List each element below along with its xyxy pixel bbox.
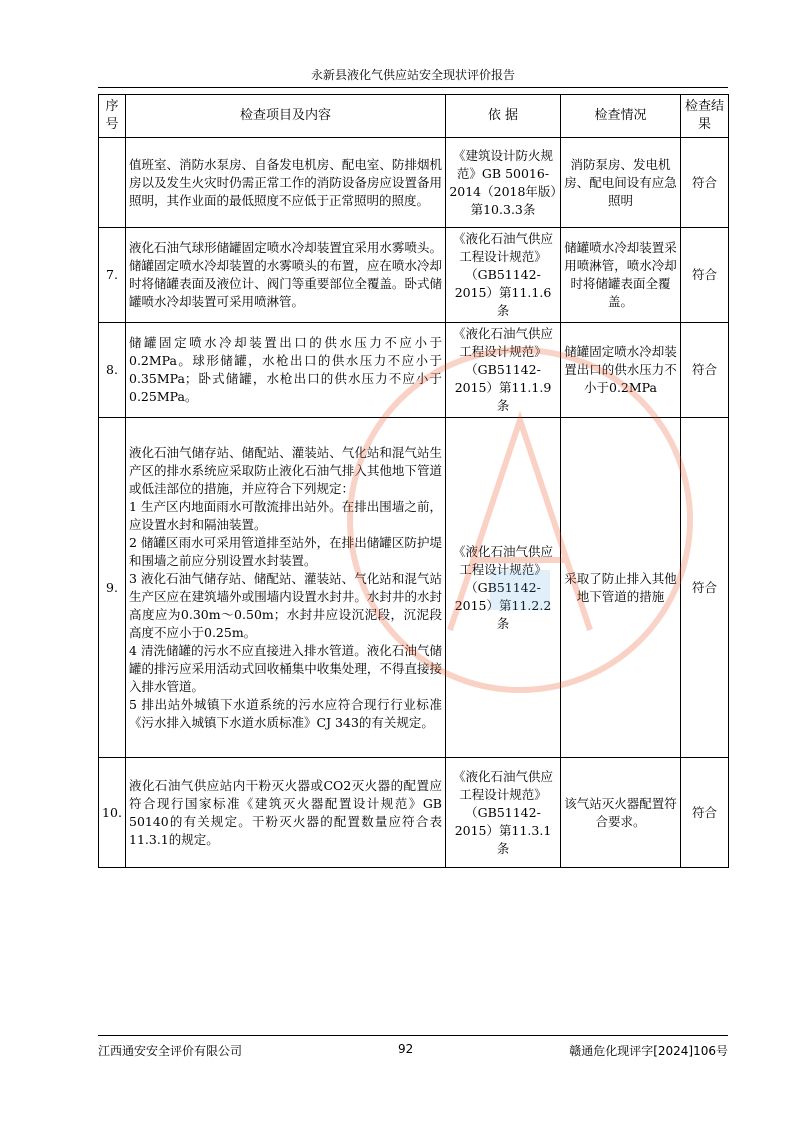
result-cell: 符合 <box>681 323 729 418</box>
situation-cell: 储罐喷水冷却装置采用喷淋管，喷水冷却时将储罐表面全覆盖。 <box>561 228 681 323</box>
col-header-situation: 检查情况 <box>561 95 681 138</box>
item-paragraph: 值班室、消防水泵房、自备发电机房、配电室、防排烟机房以及发生火灾时仍需正常工作的消防设备房应设置备用照明，其作业面的最低照度不应低于正常照明的照度。 <box>129 156 442 208</box>
situation-cell: 该气站灭火器配置符合要求。 <box>561 758 681 868</box>
footer-doc-no: 赣通危化现评字[2024]106号 <box>569 1044 728 1058</box>
footer-company: 江西通安安全评价有限公司 <box>98 1044 243 1058</box>
result-cell: 符合 <box>681 418 729 758</box>
basis-cell: 《建筑设计防火规范》GB 50016-2014（2018年版）第10.3.3条 <box>446 138 561 228</box>
situation-cell: 消防泵房、发电机房、配电间设有应急照明 <box>561 138 681 228</box>
table-header-row <box>99 95 729 138</box>
item-paragraph: 液化石油气供应站内干粉灭火器或CO2灭火器的配置应符合现行国家标准《建筑灭火器配置设计规范》GB 50140的有关规定。干粉灭火器的配置数量应符合表11.3.1的规定。 <box>129 777 442 847</box>
inspection-item <box>126 228 446 323</box>
table-row <box>99 418 729 758</box>
inspection-item <box>126 323 446 418</box>
col-header-no: 序号 <box>99 95 126 138</box>
situation-cell: 储罐固定喷水冷却装置出口的供水压力不小于0.2MPa <box>561 323 681 418</box>
item-paragraph: 1 生产区内地面雨水可散流排出站外。在排出围墙之前，应设置水封和隔油装置。 <box>129 498 442 532</box>
item-paragraph: 液化石油气储存站、储配站、灌装站、气化站和混气站生产区的排水系统应采取防止液化石油气排入其他地下管道或低洼部位的措施，并应符合下列规定： <box>129 444 442 496</box>
item-paragraph: 2 储罐区雨水可采用管道排至站外，在排出储罐区防护堤和围墙之前应分别设置水封装置。 <box>129 534 442 568</box>
inspection-item <box>126 138 446 228</box>
result-cell: 符合 <box>681 138 729 228</box>
situation-cell: 采取了防止排入其他地下管道的措施 <box>561 418 681 758</box>
col-header-basis: 依 据 <box>446 95 561 138</box>
table-row <box>99 138 729 228</box>
basis-cell: 《液化石油气供应工程设计规范》（GB51142-2015）第11.1.6条 <box>446 228 561 323</box>
row-number: 10. <box>99 758 126 868</box>
inspection-item <box>126 758 446 868</box>
page-footer <box>98 1035 728 1058</box>
inspection-table <box>98 94 729 868</box>
basis-cell: 《液化石油气供应工程设计规范》（GB51142-2015）第11.2.2条 <box>446 418 561 758</box>
page-number: 92 <box>398 1042 414 1056</box>
result-cell: 符合 <box>681 228 729 323</box>
basis-cell: 《液化石油气供应工程设计规范》（GB51142-2015）第11.1.9条 <box>446 323 561 418</box>
item-paragraph: 储罐固定喷水冷却装置出口的供水压力不应小于0.2MPa。球形储罐，水枪出口的供水压力不应小于0.35MPa；卧式储罐，水枪出口的供水压力不应小于0.25MPa。 <box>129 335 442 404</box>
item-paragraph: 3 液化石油气储存站、储配站、灌装站、气化站和混气站生产区应在建筑墙外或围墙内设置水封井。水封井的水封高度应为0.30m～0.50m；水封井应设沉泥段，沉泥段高度不应小于0.25m。 <box>129 570 442 640</box>
item-paragraph: 液化石油气球形储罐固定喷水冷却装置宜采用水雾喷头。储罐固定喷水冷却装置的水雾喷头的布置，应在喷水冷却时将储罐表面及液位计、阀门等重要部位全覆盖。卧式储罐喷水冷却装置可采用喷淋管。 <box>129 240 442 309</box>
table-row <box>99 323 729 418</box>
row-number: 9. <box>99 418 126 758</box>
item-paragraph: 5 排出站外城镇下水道系统的污水应符合现行行业标准《污水排入城镇下水道水质标准》CJ 343的有关规定。 <box>129 696 442 730</box>
inspection-item <box>126 418 446 758</box>
row-number: 7. <box>99 228 126 323</box>
col-header-result: 检查结果 <box>681 95 729 138</box>
col-header-item: 检查项目及内容 <box>126 95 446 138</box>
table-row <box>99 758 729 868</box>
basis-cell: 《液化石油气供应工程设计规范》（GB51142-2015）第11.3.1条 <box>446 758 561 868</box>
row-number: 8. <box>99 323 126 418</box>
item-paragraph: 4 清洗储罐的污水不应直接进入排水管道。液化石油气储罐的排污应采用活动式回收桶集中收集处理，不得直接接入排水管道。 <box>129 642 442 694</box>
page-header: 永新县液化气供应站安全现状评价报告 <box>98 66 728 88</box>
result-cell: 符合 <box>681 758 729 868</box>
row-number <box>99 138 126 228</box>
table-row <box>99 228 729 323</box>
